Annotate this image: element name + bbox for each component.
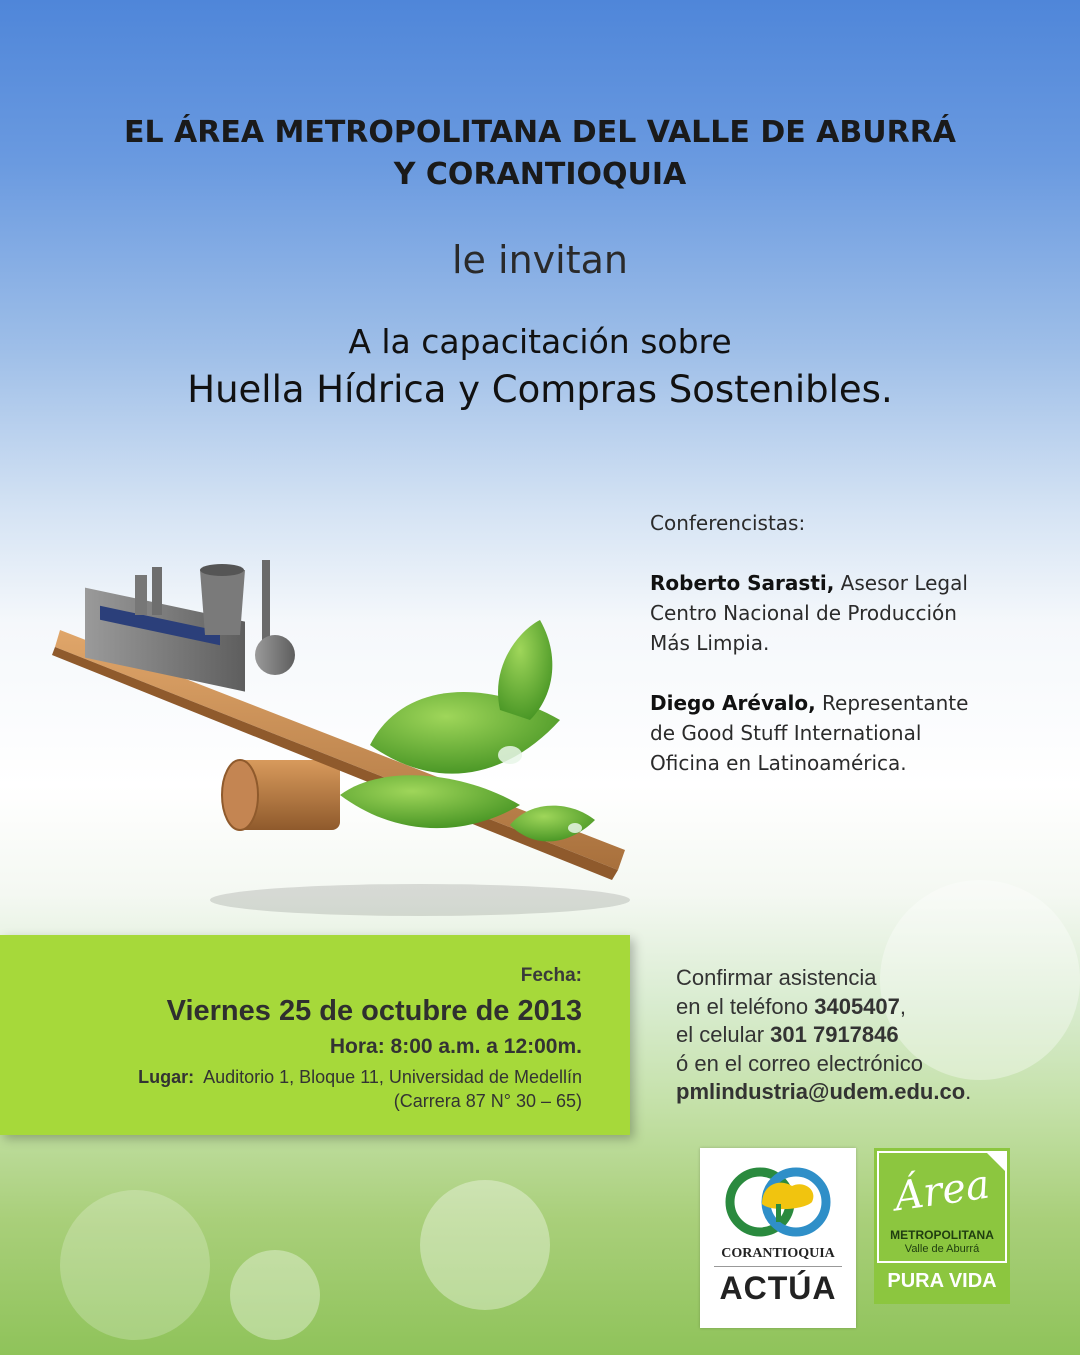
speaker-name: Diego Arévalo, bbox=[650, 691, 816, 715]
speaker-role: Representante bbox=[815, 691, 969, 715]
event-date: Viernes 25 de octubre de 2013 bbox=[166, 995, 582, 1027]
area-line1: METROPOLITANA bbox=[890, 1228, 994, 1242]
log-end bbox=[222, 760, 258, 830]
speaker-org: Más Limpia. bbox=[650, 631, 770, 655]
event-details-box bbox=[0, 935, 630, 1135]
area-script: Área bbox=[891, 1161, 993, 1221]
invite-text: le invitan bbox=[452, 238, 628, 282]
speaker-org: Centro Nacional de Producción bbox=[650, 601, 957, 625]
phone-number[interactable]: 3405407 bbox=[814, 993, 900, 1019]
time-value: 8:00 a.m. a 12:00m. bbox=[390, 1035, 582, 1058]
email-suffix: . bbox=[965, 1079, 972, 1104]
training-intro: A la capacitación sobre bbox=[348, 322, 732, 361]
speaker-org: Oficina en Latinoamérica. bbox=[650, 751, 907, 775]
water-drop bbox=[498, 746, 522, 764]
email-label: ó en el correo electrónico bbox=[676, 1050, 924, 1076]
place-label: Lugar: bbox=[138, 1067, 195, 1087]
phone-label: en el teléfono bbox=[676, 993, 815, 1019]
rsvp-line: Confirmar asistencia bbox=[676, 965, 877, 990]
speaker-name: Roberto Sarasti, bbox=[650, 571, 835, 595]
corantioquia-slogan: ACTÚA bbox=[719, 1270, 837, 1306]
speaker-role: Asesor Legal bbox=[834, 571, 968, 595]
phone-suffix: , bbox=[899, 993, 907, 1019]
email-link[interactable]: pmlindustria@udem.edu.co bbox=[676, 1079, 966, 1104]
organizers-title bbox=[0, 112, 1080, 196]
mobile-label: el celular bbox=[676, 1022, 771, 1047]
mobile-number[interactable]: 301 7917846 bbox=[770, 1022, 899, 1047]
place-value: Auditorio 1, Bloque 11, Universidad de Medellín bbox=[203, 1067, 582, 1087]
area-slogan: PURA VIDA bbox=[887, 1270, 997, 1292]
bokeh-light bbox=[60, 1190, 210, 1340]
training-topic: Huella Hídrica y Compras Sostenibles. bbox=[187, 368, 893, 411]
rsvp-contact bbox=[676, 964, 1066, 1107]
event-time bbox=[330, 1035, 582, 1059]
area-metropolitana-logo bbox=[874, 1148, 1010, 1304]
leaf bbox=[498, 620, 552, 720]
corantioquia-logo bbox=[700, 1148, 856, 1328]
time-label: Hora: bbox=[329, 1035, 385, 1058]
corantioquia-name: CORANTIOQUIA bbox=[721, 1246, 835, 1261]
speakers-panel bbox=[650, 508, 1070, 778]
event-address: (Carrera 87 N° 30 – 65) bbox=[393, 1091, 582, 1111]
event-place bbox=[138, 1067, 582, 1088]
speakers-heading: Conferencistas: bbox=[650, 511, 806, 535]
title-line-1: EL ÁREA METROPOLITANA DEL VALLE DE ABURRÁ bbox=[123, 115, 957, 150]
shadow bbox=[210, 884, 630, 916]
speaker-org: de Good Stuff International bbox=[650, 721, 922, 745]
bokeh-light bbox=[420, 1180, 550, 1310]
seesaw-illustration bbox=[40, 545, 650, 925]
water-drop bbox=[568, 823, 582, 833]
date-label: Fecha: bbox=[520, 965, 582, 986]
area-line2: Valle de Aburrá bbox=[904, 1243, 980, 1255]
bokeh-light bbox=[230, 1250, 320, 1340]
title-line-2: Y CORANTIOQUIA bbox=[393, 157, 687, 192]
corantioquia-emblem-icon bbox=[700, 1154, 856, 1244]
